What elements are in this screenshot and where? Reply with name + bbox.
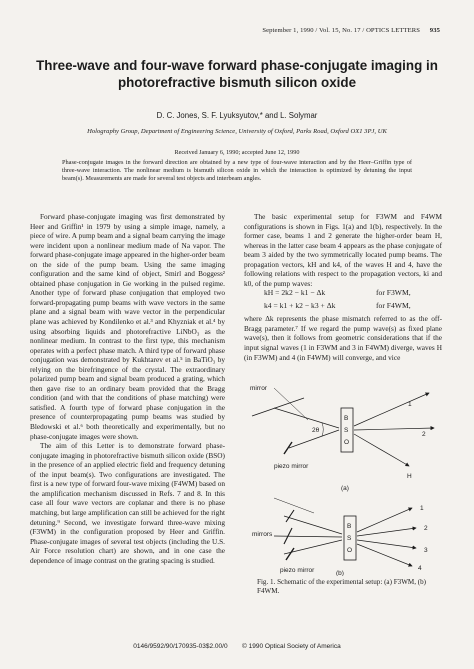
angle-arc: [322, 423, 323, 436]
running-header: [262, 27, 440, 34]
output-beam-2: [357, 528, 416, 536]
panel-b: [252, 498, 428, 576]
output-beam-h: [354, 434, 409, 466]
mirror-shape: [252, 398, 304, 416]
crystal-letter: S: [344, 427, 349, 434]
beam-line: [284, 516, 342, 534]
crystal-letter: B: [347, 523, 352, 530]
beam-label: H: [407, 473, 412, 480]
beam-line: [274, 536, 342, 537]
paragraph: where Δk represents the phase mismatch referred to as the off-Bragg parameter.⁷ If we regard the pump wave(s) as fixed plane wave(s), then it follows from geometric considerations that if the input signal waves (1 in F3WM and 3 in F4WM) diverge, waves H (in F3WM) and 4 (in F4WM) will converge, and vice: [244, 314, 442, 362]
mirror-shape: [286, 510, 294, 522]
piezo-mirror-shape: [284, 442, 292, 454]
panel-label: (a): [341, 485, 349, 492]
beam-line: [274, 408, 339, 428]
beam-line: [284, 540, 342, 554]
equation-f3wm: [244, 288, 442, 301]
paper-title: Three-wave and four-wave forward phase-conjugate imaging in photorefractive bismuth silicon oxide: [36, 58, 438, 90]
running-head: September 1, 1990 / Vol. 15, No. 17 / OPTICS LETTERS: [262, 27, 421, 34]
paragraph: The aim of this Letter is to demonstrate forward phase-conjugate imaging in photorefractive bismuth silicon oxide (BSO) in the presence of an applied electric field and frequency detuning of the input beam(s). Two configurations are investigated. The first is a new type of forward four-wave mixing (F4WM) based on the amplification mechanism discussed in Refs. 7 and 8. In this case all four wave vectors are coplanar and there is no phase matching, but large amplification can still be achieved for the right detuning.⁹ Second, we investigate forward three-wave mixing (F3WM) in the configuration proposed by Heer and Griffin. Phase-conjugate images of several test objects (including the U.S. Air Force resolution chart) are shown, and in one case the dependence of image contrast on the grating spacing is studied.: [30, 441, 225, 565]
piezo-label: piezo mirror: [280, 567, 315, 574]
output-beam-1: [354, 393, 429, 426]
crystal-letter: O: [344, 439, 350, 446]
output-beam-1: [357, 508, 412, 532]
output-beam-4: [357, 544, 412, 566]
piezo-mirror-shape: [286, 548, 294, 560]
output-beam-2: [354, 428, 434, 430]
piezo-label: piezo mirror: [274, 463, 309, 470]
page-number: 935: [429, 27, 440, 34]
input-beam: [274, 388, 308, 420]
author-list: D. C. Jones, S. F. Lyuksyutov,* and L. Solymar: [156, 111, 318, 120]
paragraph: The basic experimental setup for F3WM and F4WM configurations is shown in Figs. 1(a) and 1(b), respectively. In the former case, beams 1 and 2 generate the higher-order beam H, whereas in the latter case beam 4 appears as the phase conjugate of beam 3 aided by the two symmetrically located pump beams. The propagation vectors, kH and k4, of the waves H and 4, have the following relations with respect to the propagation vectors, ki and k0, of the pump waves:: [244, 212, 442, 288]
beam-label: 3: [424, 547, 428, 554]
mirror-label: mirror: [250, 385, 267, 392]
beam-label: 2: [422, 431, 426, 438]
mirrors-label: mirrors: [252, 531, 273, 538]
received-dates: Received January 6, 1990; accepted June 12, 1990: [174, 149, 300, 156]
beam-label: 1: [408, 401, 412, 408]
beam-label: 4: [418, 565, 422, 572]
crystal-letter: S: [347, 535, 352, 542]
affiliation: Holography Group, Department of Engineering Science, University of Oxford, Parks Road, Oxford OX1 3PJ, UK: [87, 128, 387, 135]
equation-rhs: for F4WM,: [376, 301, 411, 311]
figure-caption: Fig. 1. Schematic of the experimental setup: (a) F3WM, (b) F4WM.: [257, 578, 427, 596]
panel-label: (b): [336, 570, 344, 576]
left-column: [30, 212, 225, 565]
equation-f4wm: [244, 301, 442, 314]
equation-rhs: for F3WM,: [376, 288, 411, 298]
paragraph: Forward phase-conjugate imaging was first demonstrated by Heer and Griffin¹ in 1979 by using a simple image, namely, a piece of wire. A pump beam and a signal beam carrying the image were incident upon a nonlinear medium made of Na vapor. The forward phase-conjugate image appeared in the higher-order beam on the side of the pump beam. Using the same imaging configuration and the same kind of object, Smirl and Boggess² obtained phase conjugation in Ge working in the pulsed regime. Another type of forward phase conjugation that employed two forward-propagating pump beams with wave vectors in the same plane and a signal beam with wave vector in the perpendicular plane was achieved by Kondilenko et al.³ and Khyzniak et al.⁴ by using absorbing liquids and photorefractive LiNbO₃ as the nonlinear medium. In contrast to the first type, this mechanism operates with a perfect phase match. A third type of forward phase conjugation was demonstrated by Kukhtarev et al.⁵ in BaTiO₃ by relying on the birefringence of the crystal. The extraordinary polarized pump beam and signal beam produced a grating, which then gave rise to an ordinary beam provided that the Bragg condition (and with that the conditions of phase matching) were satisfied. A fourth type of forward phase conjugation in the presence of counterpropagating pump beams was studied by Bledowski et al.⁶ both theoretically and experimentally, but no phase-conjugate images were shown.: [30, 212, 225, 441]
right-column: [244, 212, 442, 362]
crystal-letter: O: [347, 547, 353, 554]
beam-label: 1: [420, 505, 424, 512]
equation-lhs: k4 = k1 + k2 − k3 + Δk: [264, 301, 336, 311]
output-beam-3: [357, 540, 416, 548]
beam-label: 2: [424, 525, 428, 532]
panel-a: [250, 385, 434, 492]
equation-lhs: kH = 2k2 − k1 − Δk: [264, 288, 326, 298]
page-footer: 0146/9592/90/170935-03$2.00/0 © 1990 Optical Society of America: [133, 643, 341, 650]
setup-figure: [244, 368, 444, 576]
crystal-letter: B: [344, 415, 349, 422]
abstract: Phase-conjugate images in the forward direction are obtained by a new type of four-wave interaction and by the Heer–Griffin type of three-wave interaction. The nonlinear medium is bismuth silicon oxide in which the interaction is optimized by detuning the input beam(s). Measurements are made for several test objects and interbeam angles.: [62, 159, 412, 183]
angle-label: 2θ: [312, 427, 320, 434]
